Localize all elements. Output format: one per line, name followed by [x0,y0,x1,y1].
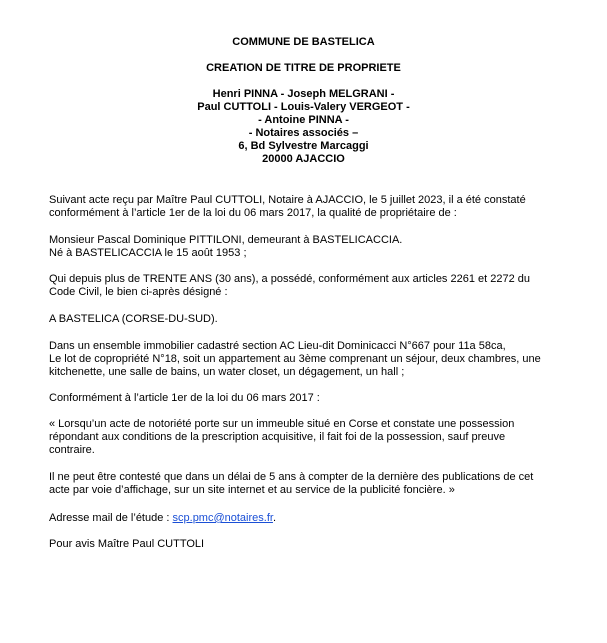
notary-line: Henri PINNA - Joseph MELGRANI - [212,88,395,100]
text-line: « Lorsqu’un acte de notoriété porte sur un immeuble situé en Corse et constate une possession [49,418,515,430]
contestation-paragraph [49,471,569,497]
email-suffix: . [272,512,277,524]
email-link[interactable]: scp.pmc@notaires.fr [172,512,273,524]
text-line: kitchenette, une salle de bains, un water closet, un dégagement, un hall ; [49,366,405,378]
law-quote-paragraph [49,418,569,457]
law-reference: Conformément à l’article 1er de la loi du 06 mars 2017 : [49,392,320,404]
text-line: Il ne peut être contesté que dans un délai de 5 ans à compter de la dernière des publications de cet [49,471,534,483]
text-line: conformément à l’article 1er de la loi du 06 mars 2017, la qualité de propriétaire de : [49,207,457,219]
document-title: CREATION DE TITRE DE PROPRIETE [206,62,401,74]
text-line: contraire. [49,444,95,456]
notary-line: - Notaires associés – [248,127,359,139]
text-line: Dans un ensemble immobilier cadastré section AC Lieu-dit Dominicacci N°667 pour 11a 58ca, [49,340,506,352]
owner-paragraph [49,234,569,260]
possession-paragraph [49,273,569,299]
intro-paragraph [49,194,569,220]
text-line: Code Civil, le bien ci-après désigné : [49,286,228,298]
signature: Pour avis Maître Paul CUTTOLI [49,538,205,550]
text-line: acte par voie d’affichage, sur un site internet et au service de la publicité foncière. » [49,484,455,496]
text-line: répondant aux conditions de la prescription acquisitive, il fait foi de la possession, sauf preuve [49,431,506,443]
notary-city: 20000 AJACCIO [262,153,345,165]
text-line: Né à BASTELICACCIA le 15 août 1953 ; [49,247,247,259]
text-line: Monsieur Pascal Dominique PITTILONI, demeurant à BASTELICACCIA. [49,234,403,246]
text-line: Suivant acte reçu par Maître Paul CUTTOLI, Notaire à AJACCIO, le 5 juillet 2023, il a été constaté [49,194,526,206]
notary-line: - Antoine PINNA - [258,114,349,126]
email-label: Adresse mail de l’étude : [49,512,173,524]
notary-line: Paul CUTTOLI - Louis-Valery VERGEOT - [197,101,410,113]
email-line [49,512,569,525]
text-line: Qui depuis plus de TRENTE ANS (30 ans), a possédé, conformément aux articles 2261 et 2272 du [49,273,531,285]
property-paragraph [49,340,569,379]
commune-heading: COMMUNE DE BASTELICA [232,36,375,48]
location-paragraph: A BASTELICA (CORSE-DU-SUD). [49,313,218,325]
notary-address: 6, Bd Sylvestre Marcaggi [238,140,369,152]
text-line: Le lot de copropriété N°18, soit un appartement au 3ème comprenant un séjour, deux chambres, une [49,353,541,365]
